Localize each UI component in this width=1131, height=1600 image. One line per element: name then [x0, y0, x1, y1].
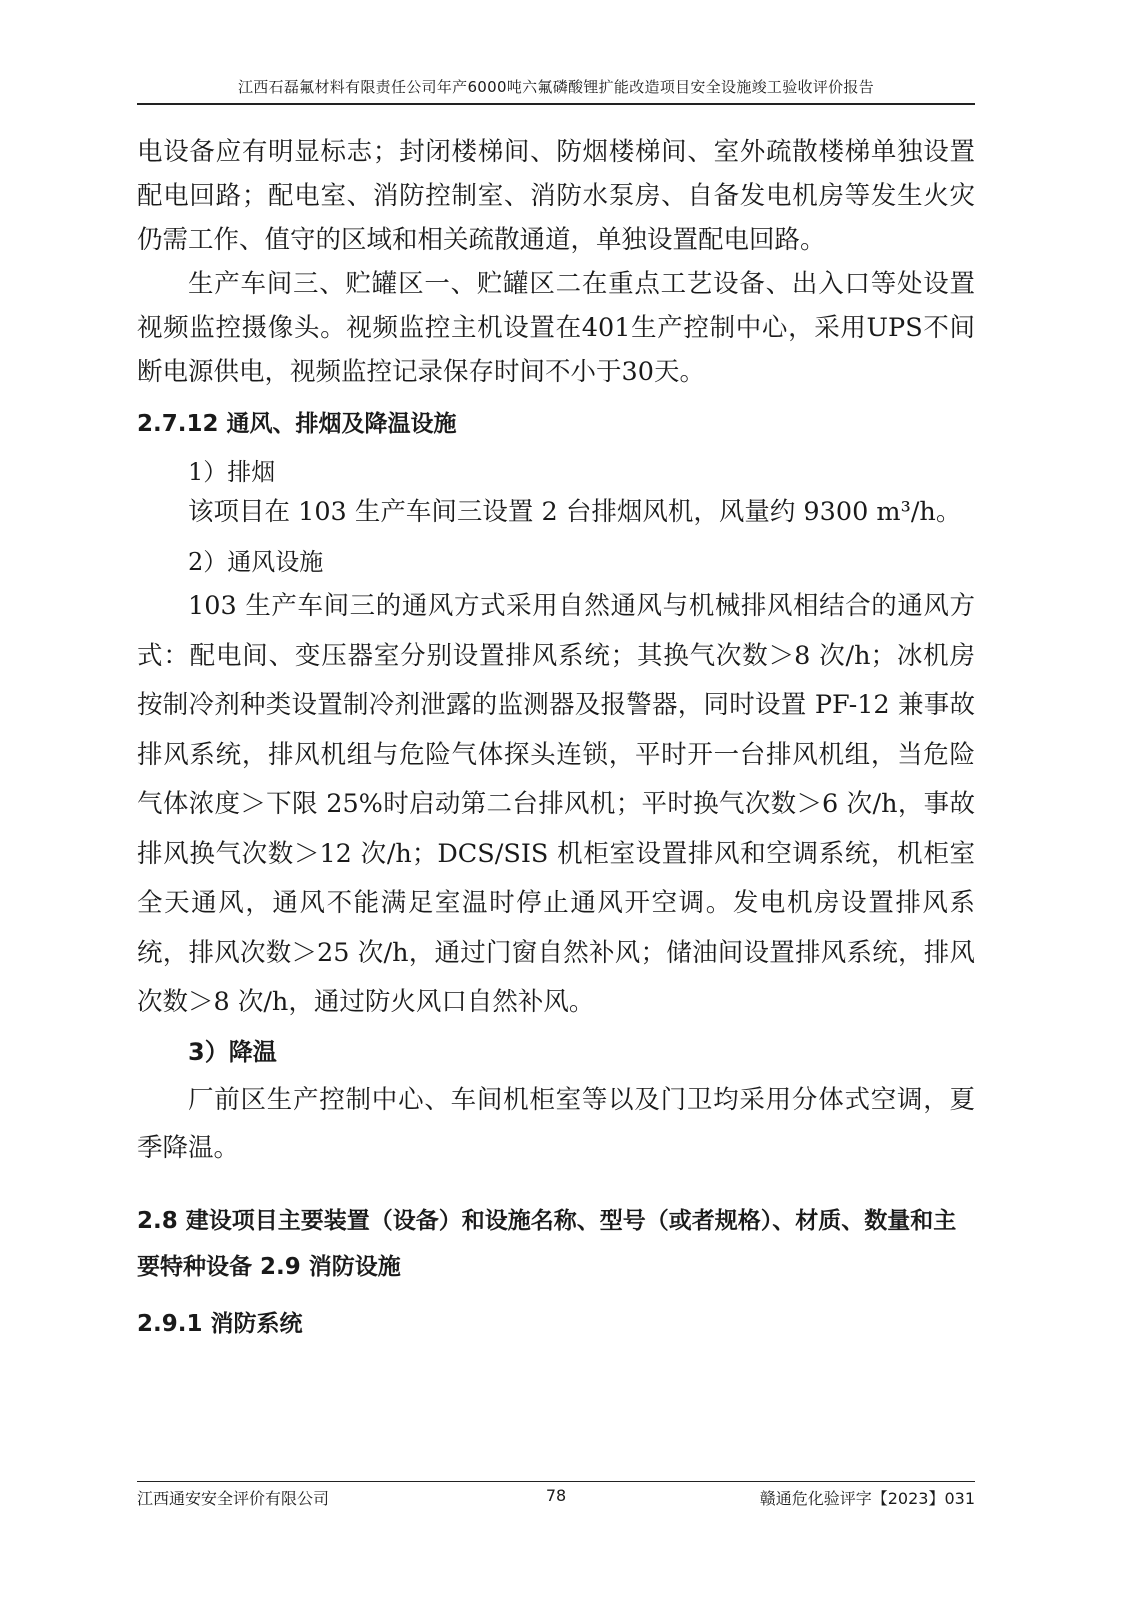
page-header: 江西石磊氟材料有限责任公司年产6000吨六氟磷酸锂扩能改造项目安全设施竣工验收评价报告	[237, 78, 875, 96]
footer-company: 江西通安安全评价有限公司	[137, 1489, 330, 1508]
subheading-smoke-exhaust: 1）排烟	[188, 458, 276, 486]
paragraph-smoke-exhaust: 该项目在 103 生产车间三设置 2 台排烟风机，风量约 9300 m³/h。	[188, 497, 962, 527]
heading-2-7-12: 2.7.12 通风、排烟及降温设施	[137, 411, 457, 437]
footer-document-number: 赣通危化验评字【2023】031	[759, 1489, 975, 1508]
paragraph-power-distribution: 电设备应有明显标志；封闭楼梯间、防烟楼梯间、室外疏散楼梯单独设置配电回路；配电室、消防控制室、消防水泵房、自备发电机房等发生火灾仍需工作、值守的区域和相关疏散通道，单独设置配电回路。	[137, 137, 975, 255]
header-divider	[137, 103, 975, 105]
paragraph-cooling: 厂前区生产控制中心、车间机柜室等以及门卫均采用分体式空调，夏季降温。	[137, 1084, 975, 1163]
page-content	[137, 130, 975, 1346]
paragraph-video-surveillance: 生产车间三、贮罐区一、贮罐区二在重点工艺设备、出入口等处设置视频监控摄像头。视频监控主机设置在401生产控制中心，采用UPS不间断电源供电，视频监控记录保存时间不小于30天。	[137, 269, 975, 387]
page-number: 78	[545, 1486, 567, 1505]
heading-2-9-1: 2.9.1 消防系统	[137, 1310, 303, 1337]
subheading-ventilation: 2）通风设施	[188, 548, 324, 576]
paragraph-ventilation: 103 生产车间三的通风方式采用自然通风与机械排风相结合的通风方式：配电间、变压器室分别设置排风系统；其换气次数＞8 次/h；冰机房按制冷剂种类设置制冷剂泄露的监测器及报警器，同时设置 PF-12 兼事故排风系统，排风机组与危险气体探头连锁，平时开一台排风机组，当危险气体浓度＞下限 25%时启动第二台排风机；平时换气次数＞6 次/h，事故排风换气次数＞12 次/h；DCS/SIS 机柜室设置排风和空调系统，机柜室全天通风，通风不能满足室温时停止通风开空调。发电机房设置排风系统，排风次数＞25 次/h，通过门窗自然补风；储油间设置排风系统，排风次数＞8 次/h，通过防火风口自然补风。	[137, 591, 975, 1017]
footer-divider	[137, 1481, 975, 1482]
page-footer	[137, 1486, 975, 1510]
heading-2-8: 2.8 建设项目主要装置（设备）和设施名称、型号（或者规格）、材质、数量和主要特种设备 2.9 消防设施	[137, 1207, 957, 1280]
subheading-cooling: 3）降温	[188, 1037, 277, 1066]
